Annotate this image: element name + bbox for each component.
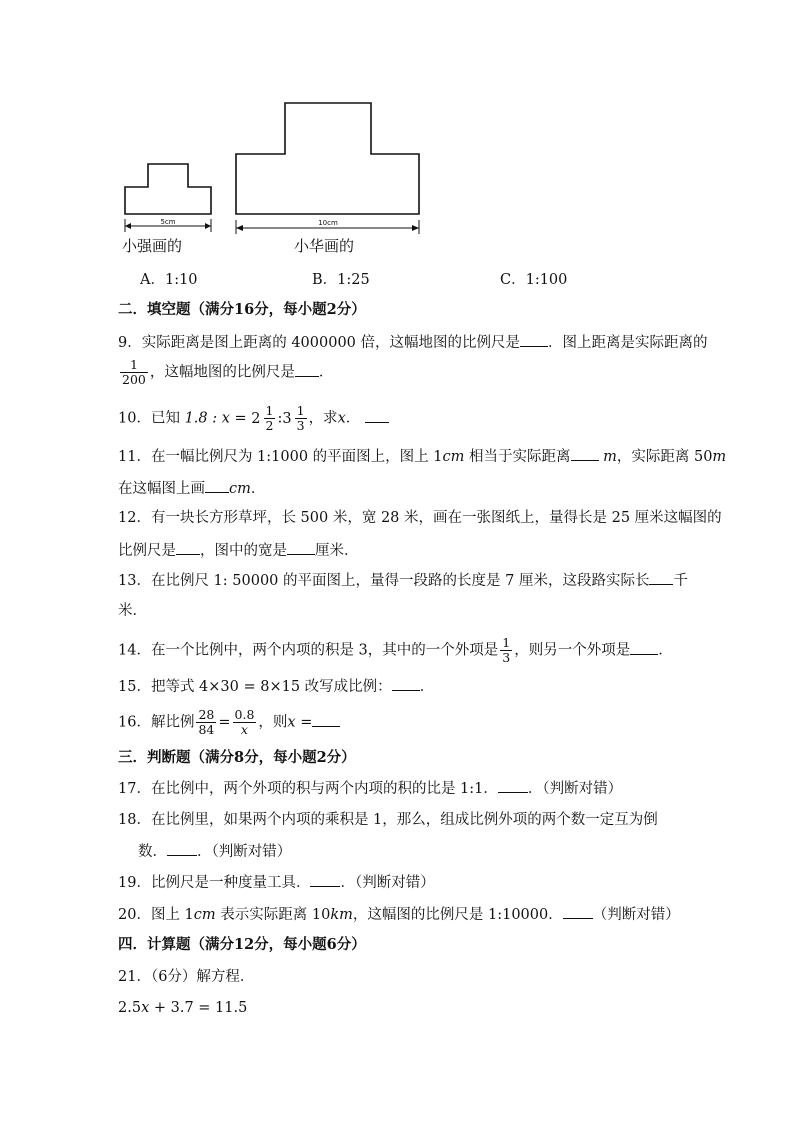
question-16: 16．解比例 $\frac{28}{84}$ = $\frac{0.8}{x}$ ，则x = — [118, 708, 340, 737]
section-title-true-false: 三．判断题（满分8分，每小题2分） — [118, 749, 356, 766]
fraction: $\frac{1}{200}$ — [122, 357, 146, 387]
choice-b[interactable]: B．1:25 — [312, 272, 370, 288]
choice-c[interactable]: C．1:100 — [500, 272, 568, 288]
question-11: 11．在一幅比例尺为 1:1000 的平面图上，图上 1cm 相当于实际距离 m，实际距离 50m — [118, 446, 726, 467]
question-10: 10．已知 1.8 : x = 2 $\frac{1}{2}$ : 3 $\frac{1}{3}$ ，求x． — [118, 404, 389, 433]
answer-blank[interactable] — [287, 540, 315, 555]
question-12: 12．有一块长方形草坪，长 500 米，宽 28 米，画在一张图纸上，量得长是 25 厘米这幅图的 — [118, 510, 722, 526]
answer-blank[interactable] — [176, 540, 200, 555]
small-caption: 小强画的 — [122, 237, 183, 255]
small-t-shape — [125, 164, 211, 214]
fraction: $\frac{28}{84}$ — [198, 707, 215, 737]
question-13: 13．在比例尺 1: 50000 的平面图上，量得一段路的长度是 7 厘米，这段路实际长 千 — [118, 570, 688, 591]
answer-blank[interactable] — [365, 408, 389, 423]
fraction: $\frac{0.8}{x}$ — [234, 707, 255, 737]
question-19: 19．比例尺是一种度量工具． ．（判断对错） — [118, 872, 435, 893]
answer-blank[interactable] — [392, 676, 420, 691]
mixed-number: 2 $\frac{1}{2}$ — [251, 403, 274, 433]
question-18: 18．在比例里，如果两个内项的乘积是 1，那么，组成比例外项的两个数一定互为倒 — [118, 812, 658, 828]
answer-blank[interactable] — [167, 841, 197, 856]
large-t-shape — [236, 103, 419, 214]
answer-blank[interactable] — [630, 640, 658, 655]
question-9: 9．实际距离是图上距离的 4000000 倍，这幅地图的比例尺是 ．图上距离是实际距离的 — [118, 332, 708, 353]
question-20: 20．图上 1cm 表示实际距离 10km，这幅图的比例尺是 1:10000． （判断对错） — [118, 904, 680, 925]
small-dim-label: 5cm — [160, 218, 176, 226]
question-18-cont: 数． ．（判断对错） — [138, 841, 291, 862]
scale-drawing-figure — [118, 98, 438, 258]
answer-blank[interactable] — [295, 362, 319, 377]
question-15: 15．把等式 4×30 = 8×15 改写成比例： ． — [118, 676, 434, 697]
question-9-cont: $\frac{1}{200}$ ，这幅地图的比例尺是 ． — [122, 357, 334, 387]
equation-21: 2.5x + 3.7 = 11.5 — [118, 1000, 248, 1016]
choice-row — [140, 268, 600, 288]
answer-blank[interactable] — [312, 712, 340, 727]
section-title-fill-blank: 二．填空题（满分16分，每小题2分） — [118, 301, 366, 318]
question-13-cont: 米． — [118, 603, 147, 619]
answer-blank[interactable] — [563, 904, 593, 919]
answer-blank[interactable] — [205, 478, 229, 493]
question-21: 21．（6分）解方程． — [118, 969, 255, 985]
question-12-cont: 比例尺是 ，图中的宽是 厘米． — [118, 540, 359, 561]
mixed-number: 3 $\frac{1}{3}$ — [282, 403, 305, 433]
answer-blank[interactable] — [571, 446, 599, 461]
question-17: 17．在比例中，两个外项的积与两个内项的积的比是 1:1． ．（判断对错） — [118, 778, 622, 799]
large-caption: 小华画的 — [294, 237, 355, 255]
answer-blank[interactable] — [310, 872, 340, 887]
answer-blank[interactable] — [649, 570, 673, 585]
section-title-calculation: 四．计算题（满分12分，每小题6分） — [118, 936, 366, 953]
question-14: 14．在一个比例中，两个内项的积是 3，其中的一个外项是 $\frac{1}{3}$ ，则另一个外项是 ． — [118, 635, 673, 665]
fraction: $\frac{1}{3}$ — [502, 635, 511, 665]
answer-blank[interactable] — [498, 778, 528, 793]
large-dim-label: 10cm — [318, 219, 338, 227]
answer-blank[interactable] — [520, 332, 548, 347]
question-11-cont: 在这幅图上画 cm． — [118, 478, 265, 499]
choice-a[interactable]: A．1:10 — [140, 272, 198, 288]
